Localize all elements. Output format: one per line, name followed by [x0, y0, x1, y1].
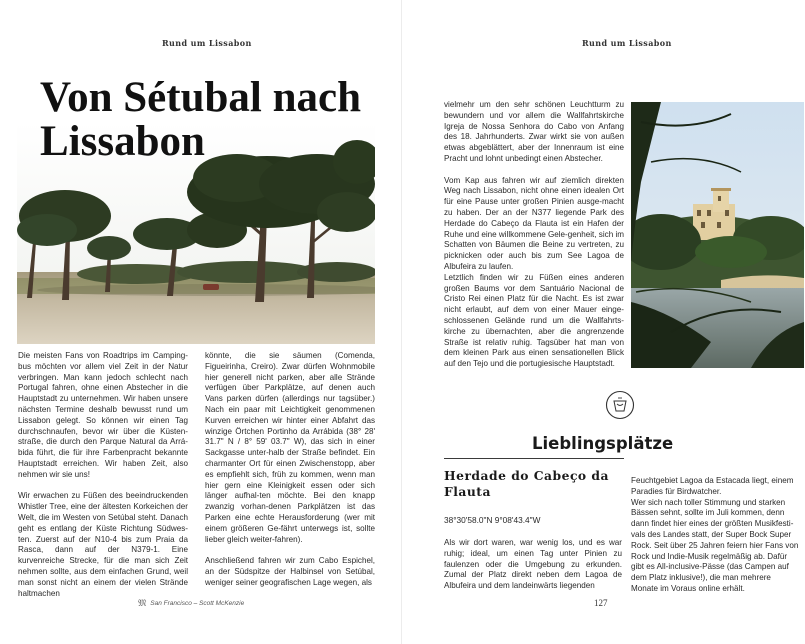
paragraph: Vom Kap aus fahren wir auf ziemlich direkten Weg nach Lissabon, nicht ohne einen idealen Ort für eine Pause unter großen Pinien ausge-macht zu haben. Der an der N377 liegende Park des Herdade do Cabeço da Flauta ist ein Hafen der Ruhe und eine willkommene Gele-genheit, sich im Schatten von Bäumen die Beine zu vertreten, zu picknicken oder auch bis zum See Lagoa de Albufeira zu laufen. Letztlich finden wir zu Füßen eines anderen großen Baums vor dem Santuário Nacional de Cristo Rei einen Platz für die Nacht. Es ist zwar nicht erlaubt, auf dem von einer Mauer einge-schlossenen Gelände rund um die Wallfahrts-kirche zu übernachten, aber die angrenzende Straße ist relativ ruhig. Tagsüber hat man von dem kleinen Park aus einen sensationellen Blick auf den Tejo und die portugiesische Hauptstadt. [444, 175, 624, 369]
place-coordinates: 38°30'58.0"N 9°08'43.4"W [444, 515, 541, 525]
article-title [40, 76, 380, 164]
left-column-1 [18, 351, 188, 610]
left-page [0, 0, 402, 644]
paragraph: Wir erwachen zu Füßen des beeindruckenden Whistler Tree, eine der ältesten Korkeichen der Welt, die im Westen von Setúbal steht. Danach geht es entlang der Küste Richtung Südwes-ten. Zuerst auf der N10-4 bis zum Praia da Rasca, dann auf der N379-1. Eine kurvenreiche Strecke, für die man sich Zeit nehmen sollte, aus dem einfachen Grund, weil man sonst nicht an einem der vielen Strände haltmachen [18, 491, 188, 598]
paragraph: Die meisten Fans von Roadtrips im Camping-bus möchten vor allem viel Zeit in der Natur verbringen. Man kann jedoch schlecht nach Portugal fahren, ohne einen Abstecher in die Hauptstadt zu unternehmen. Wir haben unsere nächsten Termine deshalb bewusst rund um Lissabon gelegt. So können wir einen Tag durchschnaufen, bevor wir über die Küsten-straße, die durch den Parque Natural da Arrá-bida führt, die für ihre Farbenpracht bekannte Hauptstadt erreichen. Wir haben Zeit, also nehmen wir sie uns! [18, 351, 188, 479]
right-page [402, 0, 805, 644]
left-column-2 [205, 351, 375, 599]
castle-illustration [631, 102, 804, 368]
right-column-3: Feuchtgebiet Lagoa da Estacada liegt, einem Paradies für Birdwatcher. Wer sich nach toller Stimmung und starken Bässen sehnt, sollte im Juli kommen, denn dann findet hier eines der größten Musikfesti-vals des Landes statt, der Super Bock Super Rock. Seit über 25 Jahren feiern hier Fans von Rock und Indie-Musik regelmäßig ab. Dafür gibt es All-inclusive-Pässe (das Campen auf dem Platz inklusive!), die man mehrere Monate im Voraus online erhält. [631, 476, 799, 593]
section-divider [444, 458, 624, 459]
article-title-line-2: Lissabon [40, 118, 205, 165]
article-title-line-1: Von Sétubal nach [40, 74, 362, 121]
castle-photo [631, 102, 804, 368]
page-number: 127 [594, 598, 608, 608]
footer-song-credit: San Francisco – Scott McKenzie [150, 600, 245, 607]
section-title: Lieblingsplätze [532, 434, 674, 453]
footer-left [138, 598, 244, 609]
running-head-right: Rund um Lissabon [582, 38, 672, 48]
running-head-left: Rund um Lissabon [162, 38, 252, 48]
paragraph: könnte, die sie säumen (Comenda, Figueirinha, Creiro). Zwar dürfen Wohnmobile hier generell nicht parken, aber alle Strände verfügen über Parkplätze, auf denen auch Vans parken dürfen (allerdings nur tagsüber.) Nach ein paar mit Leichtigkeit genommenen Kurven erreichen wir hinter einer Abfahrt das winzige Örtchen Portinho da Arrábida (38° 28' 31.7" N / 8° 59' 03.7" W), das sich in einer Sackgasse unter-halb der Straße befindet. Ein charmanter Ort für einen Zwischenstopp, aber es empfiehlt sich, früh zu kommen, wenn man hier gern eine Kleinigkeit essen oder sich länger aufhal-ten möchte. Bei den knapp zwanzig vorhan-denen Parkplätzen ist das Parken eine echte Herausforderung (wer mit einem größeren Ge-fährt unterwegs ist, sollte lieber gleich weiter-fahren). [205, 351, 375, 544]
music-note-icon: 𝔐 [138, 598, 147, 608]
right-column-1 [444, 100, 624, 381]
right-column-2 [444, 538, 622, 603]
paragraph: Als wir dort waren, war wenig los, und es war ruhig; ideal, um einen Tag unter Pinien zu faulenzen oder die Umgebung zu erkunden. Zumal der Platz direkt neben dem Lagoa de Albufeira und dem landeinwärts liegenden [444, 538, 622, 591]
favorite-places-icon [605, 390, 635, 420]
place-title: Herdade do Cabeço da Flauta [444, 468, 609, 499]
paragraph: Anschließend fahren wir zum Cabo Espichel, an der Südspitze der Halbinsel von Setúbal, weniger seiner geografischen Lage wegen, als [205, 556, 375, 587]
paragraph: vielmehr um den sehr schönen Leuchtturm zu bewundern und vor allem die Wallfahrtskirche Igreja de Nossa Senhora do Cabo von Anfang des 18. Jahrhunderts. Zwar wirkt sie von außen etwas abgeblättert, aber der Innenraum ist eine Pracht und lohnt unbedingt einen Abstecher. [444, 100, 624, 163]
